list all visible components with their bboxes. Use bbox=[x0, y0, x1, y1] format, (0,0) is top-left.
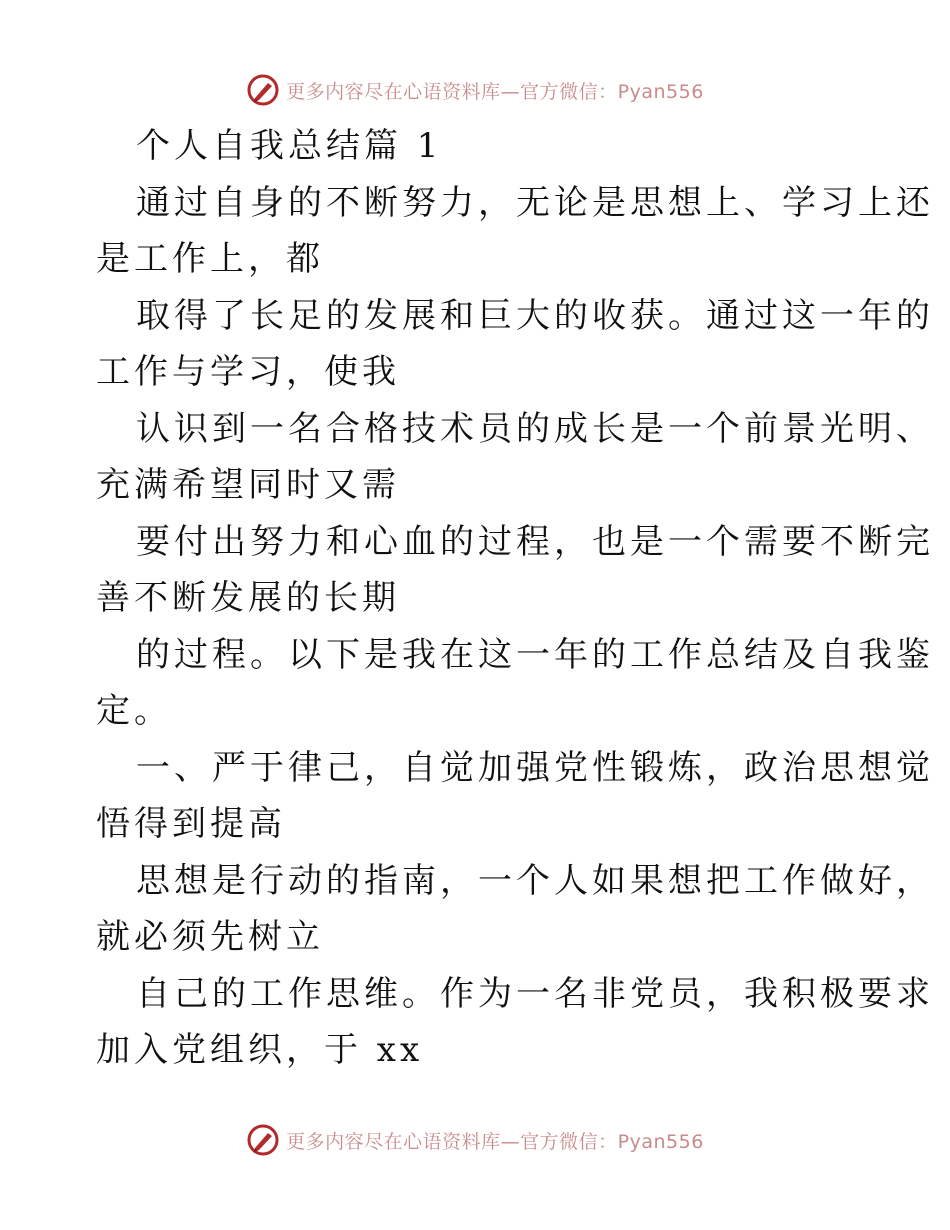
document-body bbox=[96, 118, 934, 1079]
text-line: 认识到一名合格技术员的成长是一个前景光明、 bbox=[136, 408, 934, 449]
text-line: 思想是行动的指南，一个人如果想把工作做好， bbox=[136, 860, 934, 901]
text-line: 取得了长足的发展和巨大的收获。通过这一年的 bbox=[136, 295, 934, 336]
text-line: 的过程。以下是我在这一年的工作总结及自我鉴 bbox=[136, 634, 934, 675]
red-pen-circle-logo-icon bbox=[246, 1123, 280, 1157]
text-line: 自己的工作思维。作为一名非党员，我积极要求 bbox=[136, 973, 934, 1014]
text-line: 通过自身的不断努力，无论是思想上、学习上还 bbox=[136, 182, 934, 223]
text-line: 充满希望同时又需 bbox=[96, 465, 400, 505]
document-title: 个人自我总结篇 1 bbox=[136, 126, 443, 166]
footer-watermark-text: 更多内容尽在心语资料库—官方微信：Pyan556 bbox=[286, 1130, 704, 1153]
header-watermark-text: 更多内容尽在心语资料库—官方微信：Pyan556 bbox=[286, 80, 704, 103]
footer-watermark bbox=[0, 1120, 950, 1160]
text-line: 工作与学习，使我 bbox=[96, 352, 400, 392]
text-line: 是工作上，都 bbox=[96, 239, 324, 279]
header-watermark bbox=[0, 70, 950, 110]
section-heading: 一、严于律己，自觉加强党性锻炼，政治思想觉 bbox=[136, 747, 934, 788]
text-line: 就必须先树立 bbox=[96, 917, 324, 957]
red-pen-circle-logo-icon bbox=[246, 73, 280, 107]
text-line: 加入党组织，于 xx bbox=[96, 1030, 424, 1070]
text-line: 善不断发展的长期 bbox=[96, 578, 400, 618]
text-line: 要付出努力和心血的过程，也是一个需要不断完 bbox=[136, 521, 934, 562]
section-heading-continued: 悟得到提高 bbox=[96, 804, 286, 844]
text-line: 定。 bbox=[96, 691, 172, 731]
